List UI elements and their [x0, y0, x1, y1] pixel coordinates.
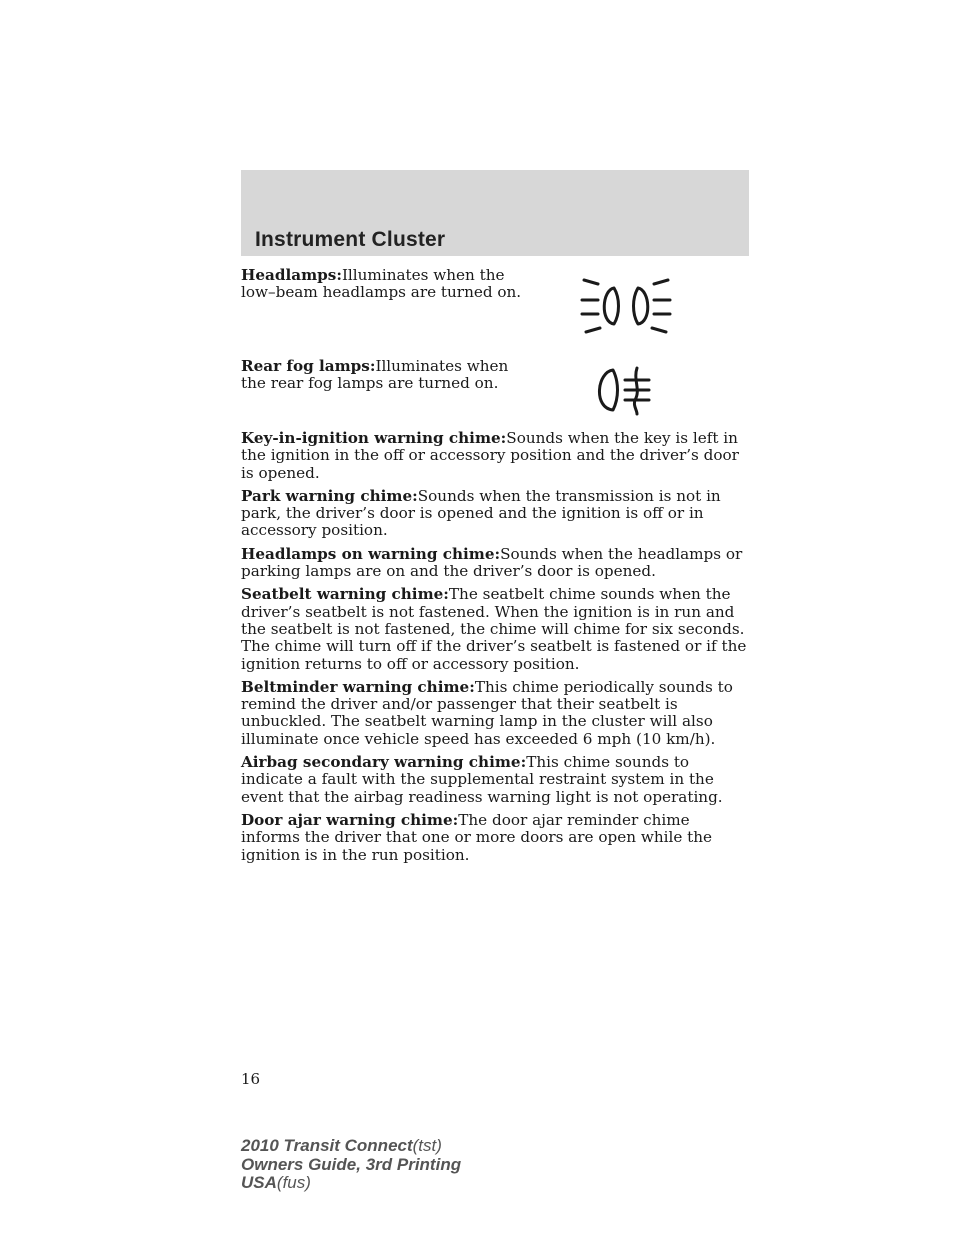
footer-line — [241, 1137, 461, 1156]
chime-text: Sounds when the headlamps or parking lamps are on and the driver’s door is opened. — [241, 544, 743, 581]
footer-model-code: (tst) — [412, 1136, 442, 1155]
indicator-headlamps — [241, 267, 749, 337]
chime-label: Key-in-ignition warning chime: — [241, 429, 507, 447]
indicator-label: Headlamps: — [241, 266, 342, 284]
chime-label: Seatbelt warning chime: — [241, 585, 449, 604]
indicator-description — [241, 267, 531, 302]
chime-label: Airbag secondary warning chime: — [241, 753, 527, 772]
chime-text: The door ajar reminder chime informs the driver that one or more doors are open while the ignition is in the run position. — [241, 810, 713, 864]
footer-printing: Owners Guide, 3rd Printing — [241, 1154, 462, 1174]
chime-text: This chime periodically sounds to remind the driver and/or passenger that their seatbelt is unbuckled. The seatbelt warning lamp in the cluster will also illuminate once vehicle speed has exceeded 6 mph (10 km/h). — [241, 677, 733, 748]
chime-paragraph — [241, 754, 751, 806]
chime-paragraph — [241, 488, 751, 540]
chime-label: Beltminder warning chime: — [241, 677, 475, 696]
chime-label: Headlamps on warning chime: — [241, 544, 501, 563]
indicator-label: Rear fog lamps: — [241, 357, 376, 375]
indicator-text: Illuminates when the rear fog lamps are turned on. — [241, 357, 509, 393]
chime-paragraph — [241, 586, 751, 672]
footer-imprint — [241, 1137, 461, 1193]
page-number: 16 — [241, 1070, 261, 1088]
chime-label: Park warning chime: — [241, 486, 418, 505]
section-title: Instrument Cluster — [255, 228, 446, 251]
indicator-description — [241, 358, 531, 393]
chime-paragraph — [241, 812, 751, 864]
footer-market-code: (fus) — [276, 1173, 311, 1192]
chime-list — [241, 430, 751, 870]
chime-paragraph — [241, 546, 751, 581]
headlamp-low-beam-icon — [576, 278, 676, 334]
footer-line — [241, 1174, 461, 1193]
chime-text: Sounds when the key is left in the ignition in the off or accessory position and the driver’s door is opened. — [241, 429, 739, 482]
indicator-rear-fog-lamps — [241, 358, 749, 418]
chime-text: This chime sounds to indicate a fault with the supplemental restraint system in the event that the airbag readiness warning light is not operating. — [241, 753, 723, 806]
footer-line — [241, 1156, 461, 1175]
chime-text: Sounds when the transmission is not in park, the driver’s door is opened and the ignition is off or in accessory position. — [241, 486, 721, 540]
rear-fog-lamp-icon — [589, 364, 655, 416]
chime-paragraph — [241, 679, 751, 748]
indicator-text: Illuminates when the low–beam headlamps are turned on. — [241, 266, 522, 302]
footer-model: 2010 Transit Connect — [241, 1136, 413, 1155]
footer-market: USA — [241, 1173, 277, 1192]
section-header — [241, 170, 749, 256]
chime-label: Door ajar warning chime: — [241, 810, 459, 829]
chime-paragraph — [241, 430, 751, 482]
chime-text: The seatbelt chime sounds when the driver’s seatbelt is not fastened. When the ignition is in run and the seatbelt is not fastened, the chime will chime for six seconds. The chime will turn off if the driver’s seatbelt is fastened or if the ignition returns to off or accessory position. — [241, 585, 747, 673]
